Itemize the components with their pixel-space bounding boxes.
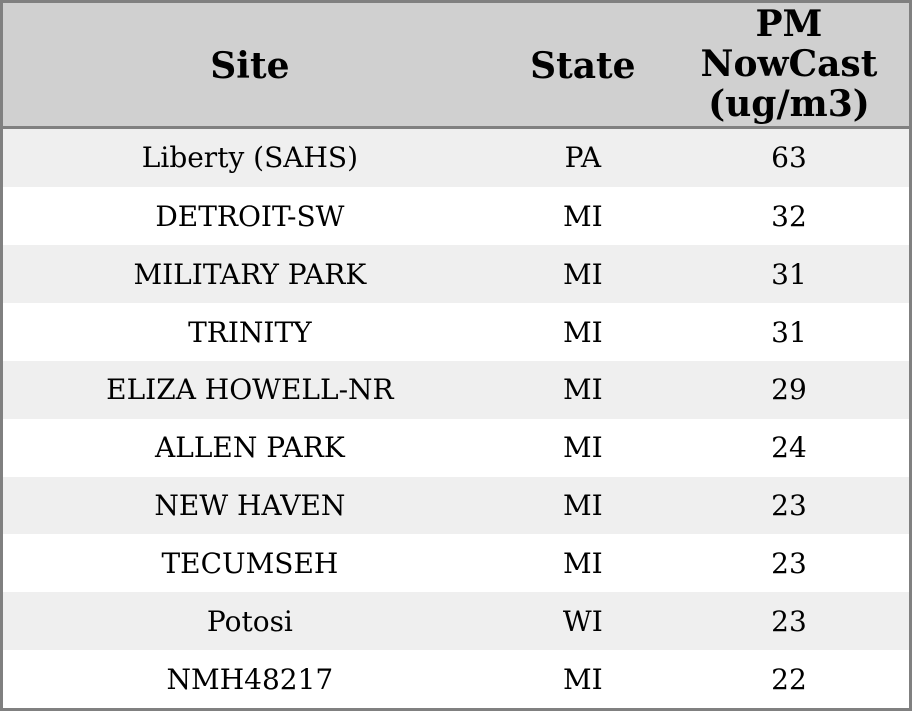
state-cell: MI <box>562 662 603 696</box>
pm-nowcast-cell: 31 <box>771 257 807 291</box>
state-cell: MI <box>562 431 603 465</box>
pm-nowcast-cell: 63 <box>771 141 807 175</box>
site-cell: ELIZA HOWELL-NR <box>106 373 394 407</box>
state-cell: MI <box>562 546 603 580</box>
state-cell: MI <box>562 373 603 407</box>
state-cell: MI <box>562 199 603 233</box>
table-row <box>3 477 909 535</box>
table-row <box>3 303 909 361</box>
table-row <box>3 534 909 592</box>
table-row <box>3 419 909 477</box>
table-row <box>3 650 909 708</box>
table-row <box>3 127 909 187</box>
site-cell: NMH48217 <box>166 662 334 696</box>
column-header-pm-nowcast-label: PM NowCast (ug/m3) <box>700 2 878 126</box>
table-row <box>3 187 909 245</box>
table-row <box>3 245 909 303</box>
pm-nowcast-cell: 22 <box>771 662 807 696</box>
state-cell: WI <box>562 604 603 638</box>
site-cell: TRINITY <box>188 315 312 349</box>
table-body <box>3 127 909 708</box>
pm-nowcast-cell: 24 <box>771 431 807 465</box>
pm-nowcast-cell: 29 <box>771 373 807 407</box>
pm-nowcast-table <box>3 3 909 708</box>
table-row <box>3 592 909 650</box>
pm-nowcast-cell: 23 <box>771 546 807 580</box>
site-cell: NEW HAVEN <box>154 489 346 522</box>
site-cell: DETROIT-SW <box>155 199 345 233</box>
column-header-pm-nowcast <box>669 3 909 127</box>
column-header-site-label: Site <box>210 44 290 87</box>
header-row <box>3 3 909 127</box>
state-cell: MI <box>562 257 603 291</box>
pm-nowcast-cell: 23 <box>771 604 807 638</box>
site-cell: ALLEN PARK <box>155 431 345 465</box>
site-cell: Potosi <box>206 604 293 638</box>
site-cell: TECUMSEH <box>161 546 339 580</box>
pm-nowcast-cell: 23 <box>771 489 807 522</box>
state-cell: MI <box>562 315 603 349</box>
column-header-state <box>497 3 669 127</box>
table-header <box>3 3 909 127</box>
pm-nowcast-cell: 32 <box>771 199 807 233</box>
column-header-state-label: State <box>530 44 636 87</box>
table-row <box>3 361 909 419</box>
pm-nowcast-cell: 31 <box>771 315 807 349</box>
site-cell: MILITARY PARK <box>133 257 367 291</box>
site-cell: Liberty (SAHS) <box>141 141 359 175</box>
column-header-site <box>3 3 497 127</box>
state-cell: MI <box>562 489 603 522</box>
state-cell: PA <box>564 141 602 175</box>
